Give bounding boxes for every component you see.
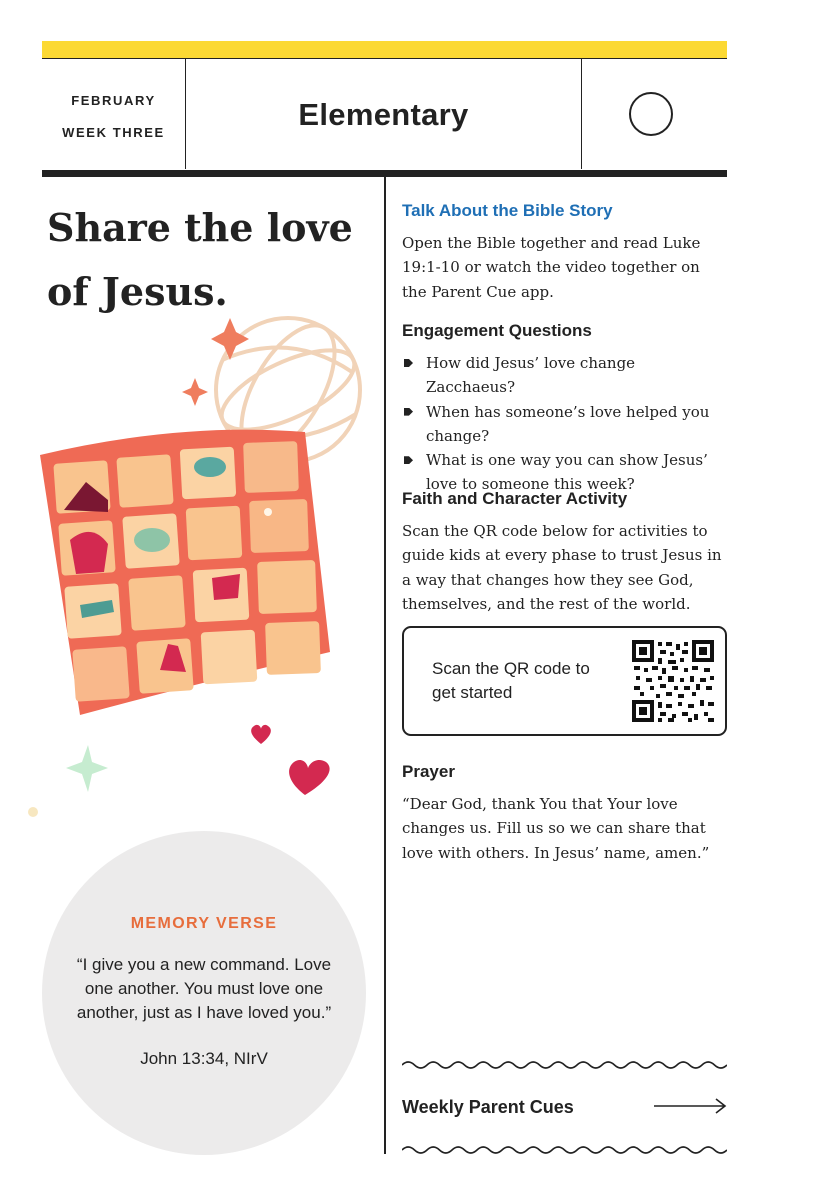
dog-icon — [70, 532, 108, 574]
qr-box[interactable] — [402, 626, 727, 736]
wave-divider-bottom — [402, 1143, 727, 1157]
bullet-arrow-icon — [404, 408, 413, 416]
bullet-arrow-icon — [404, 359, 413, 367]
question-item — [402, 400, 727, 449]
activity-heading: Faith and Character Activity — [402, 489, 628, 508]
sun-dot — [264, 508, 272, 516]
qr-code-icon[interactable] — [632, 640, 714, 722]
top-yellow-bar — [42, 41, 727, 58]
date-block — [42, 59, 186, 169]
question-text: When has someone’s love helped you change? — [426, 402, 710, 445]
heart-icon — [251, 725, 271, 744]
weekly-parent-cues-link[interactable]: Weekly Parent Cues — [402, 1097, 574, 1117]
prayer-heading: Prayer — [402, 762, 455, 781]
parent-cue-logo — [629, 92, 673, 136]
headline-line-1: Share the love — [47, 205, 353, 250]
header-rule — [42, 170, 727, 177]
week-label: WEEK THREE — [62, 125, 165, 140]
long-arrow-right-icon[interactable] — [653, 1096, 727, 1116]
sparkle-icon — [182, 378, 208, 406]
dot-icon — [28, 807, 38, 817]
month-label: FEBRUARY — [71, 93, 156, 108]
questions-list — [402, 351, 727, 497]
memory-verse-text: “I give you a new command. Love one another. You must love one another, just as I have loved you.” — [76, 955, 332, 1022]
page-title: Elementary — [298, 97, 469, 132]
bible-story-text: Open the Bible together and read Luke 19:1-10 or watch the video together on the Parent Cue app. — [402, 234, 701, 301]
bullet-arrow-icon — [404, 456, 413, 464]
questions-heading: Engagement Questions — [402, 321, 592, 340]
question-item — [402, 351, 727, 400]
star-icon — [66, 745, 108, 792]
heart-icon — [289, 760, 330, 795]
memory-verse-label: MEMORY VERSE — [130, 915, 278, 932]
wave-divider-top — [402, 1058, 727, 1072]
prayer-text: “Dear God, thank You that Your love changes us. Fill us so we can share that love with others. In Jesus’ name, amen.” — [402, 795, 710, 862]
question-text: What is one way you can show Jesus’ love to someone this week? — [426, 451, 708, 494]
qr-caption: Scan the QR code to get started — [432, 659, 590, 702]
shirt-icon — [212, 574, 240, 600]
column-divider — [384, 177, 386, 1154]
page-header — [42, 58, 727, 170]
question-text: How did Jesus’ love change Zacchaeus? — [426, 354, 636, 397]
bible-story-heading: Talk About the Bible Story — [402, 201, 613, 220]
lesson-illustration — [0, 300, 384, 820]
car-icon — [194, 457, 226, 477]
activity-text: Scan the QR code below for activities to guide kids at every phase to trust Jesus in a way that changes how they see God, themselves, and the rest of the world. — [402, 522, 722, 613]
headline-line-2: of Jesus. — [47, 269, 228, 314]
memory-verse-reference: John 13:34, NIrV — [140, 1049, 268, 1068]
title-block — [186, 59, 582, 169]
leaf-icon — [134, 528, 170, 552]
logo-block — [582, 59, 727, 169]
